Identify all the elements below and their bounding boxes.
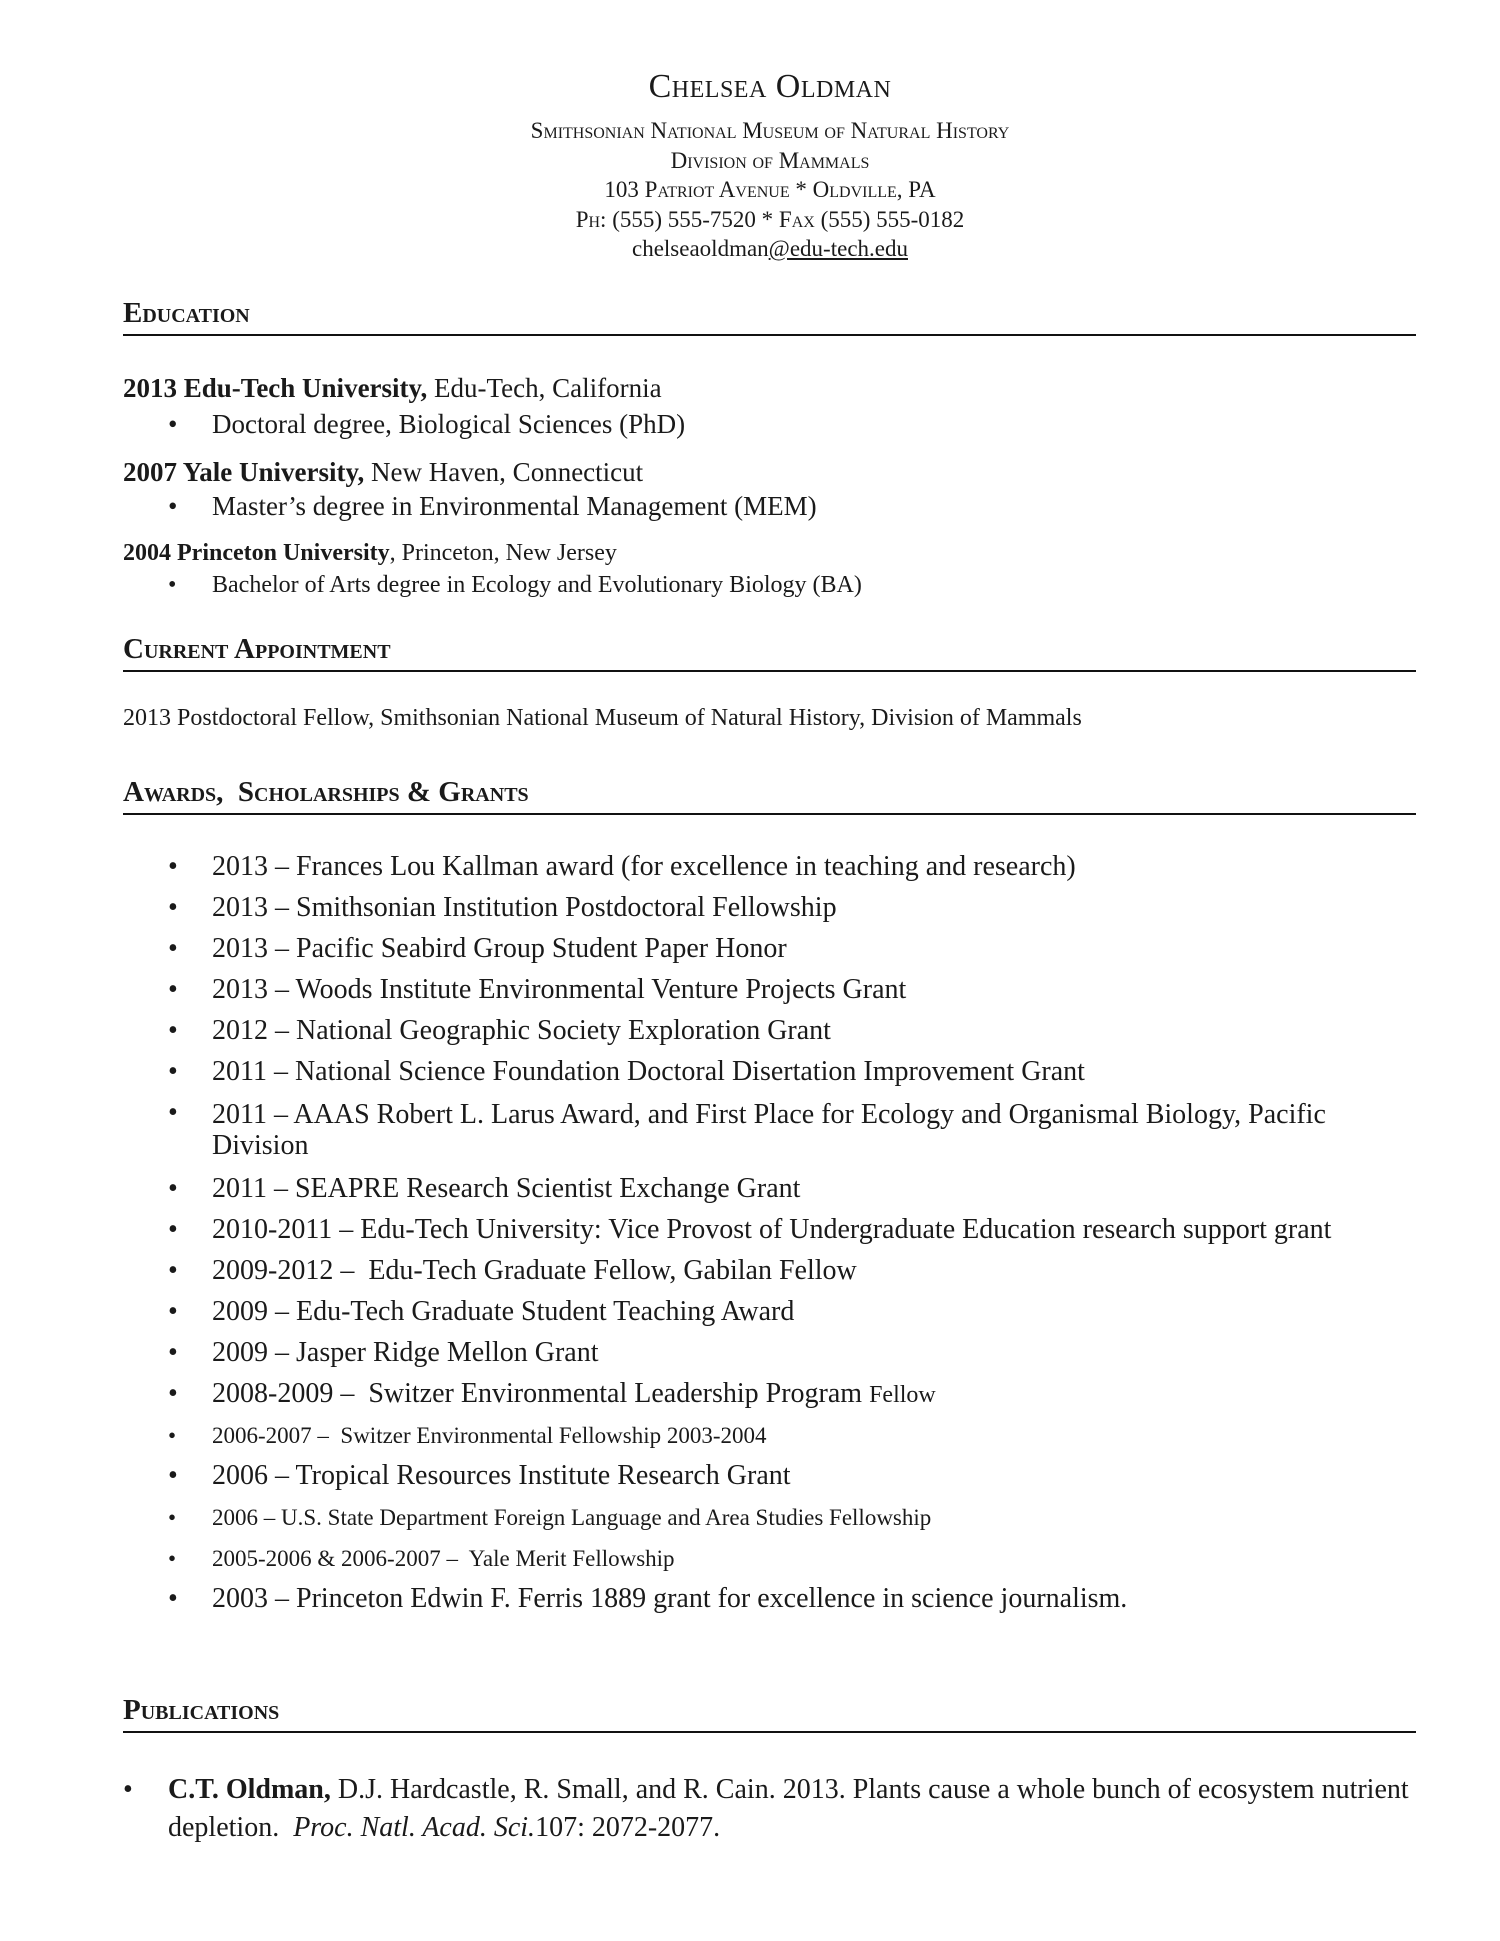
edu-3-school: 2004 Princeton University (123, 540, 390, 566)
bullet-icon: • (168, 1255, 178, 1286)
phone-fax-line (0, 208, 1500, 231)
bullet-icon: • (168, 1296, 178, 1327)
edu-1-location: Edu-Tech, California (427, 373, 662, 403)
education-entry-1 (123, 375, 662, 402)
publication-body: D.J. Hardcastle, R. Small, and R. Cain. 2013. Plants cause a whole bunch of ecosystem nutrient depletion. (168, 1774, 1416, 1843)
bullet-icon: • (168, 1460, 178, 1491)
fax-number: (555) 555-0182 (820, 207, 965, 232)
edu-1-degree: Doctoral degree, Biological Sciences (PhD) (212, 409, 686, 439)
bullet-icon: • (168, 1056, 178, 1087)
education-entry-3 (123, 541, 617, 565)
publication-item (123, 1771, 1423, 1847)
publication-journal: Proc. Natl. Acad. Sci. (293, 1812, 536, 1843)
bullet-icon: • (168, 933, 178, 964)
fax-label: Fax (778, 207, 815, 232)
bullet-icon: • (168, 1505, 177, 1530)
award-text: 2005-2006 & 2006-2007 – Yale Merit Fellowship (212, 1546, 675, 1571)
award-text: 2009 – Jasper Ridge Mellon Grant (212, 1337, 599, 1368)
award-text: 2012 – National Geographic Society Exploration Grant (212, 1015, 831, 1046)
edu-2-school: 2007 Yale University, (123, 457, 365, 487)
edu-3-location: , Princeton, New Jersey (389, 540, 617, 566)
award-text: 2006-2007 – Switzer Environmental Fellowship 2003-2004 (212, 1423, 767, 1448)
phone-number: (555) 555-7520 * (612, 207, 774, 232)
bullet-icon: • (168, 851, 178, 882)
edu-1-school: 2013 Edu-Tech University, (123, 373, 428, 403)
email-line[interactable] (0, 237, 1500, 260)
education-title: Education (123, 297, 250, 329)
award-text: 2011 – AAAS Robert L. Larus Award, and First Place for Ecology and Organismal Biology, Pacific Division (212, 1099, 1326, 1161)
bullet-icon: • (168, 409, 178, 439)
award-text: 2013 – Frances Lou Kallman award (for excellence in teaching and research) (212, 851, 1076, 882)
bullet-icon: • (168, 892, 178, 923)
bullet-icon: • (168, 1337, 178, 1368)
email-user[interactable]: chelseaoldman (632, 236, 769, 261)
award-text: 2013 – Smithsonian Institution Postdoctoral Fellowship (212, 892, 837, 923)
publication-pages: 107: 2072-2077. (535, 1812, 721, 1843)
bullet-icon: • (168, 1378, 178, 1409)
bullet-icon: • (168, 1214, 178, 1245)
phone-label: Ph: (575, 207, 607, 232)
institution-line: Smithsonian National Museum of Natural History (530, 118, 1010, 143)
award-text: 2013 – Pacific Seabird Group Student Paper Honor (212, 933, 787, 964)
bullet-icon: • (168, 1423, 177, 1448)
publication-author: C.T. Oldman, (168, 1774, 331, 1805)
appointment-text: 2013 Postdoctoral Fellow, Smithsonian National Museum of Natural History, Division of Mammals (123, 705, 1082, 731)
award-text: 2013 – Woods Institute Environmental Venture Projects Grant (212, 974, 907, 1005)
publication-text (168, 1771, 1423, 1847)
bullet-icon: • (168, 1583, 178, 1614)
email-domain-link[interactable]: @edu-tech.edu (768, 236, 908, 261)
education-entry-2 (123, 459, 643, 486)
edu-3-degree: Bachelor of Arts degree in Ecology and Evolutionary Biology (BA) (212, 572, 862, 598)
bullet-icon: • (168, 1173, 178, 1204)
award-text: 2011 – National Science Foundation Doctoral Disertation Improvement Grant (212, 1056, 1085, 1087)
award-text: 2003 – Princeton Edwin F. Ferris 1889 grant for excellence in science journalism. (212, 1583, 1128, 1614)
award-text (212, 1380, 936, 1408)
division-line: Division of Mammals (670, 148, 870, 173)
publications-section-header (123, 1696, 1416, 1733)
publications-title: Publications (123, 1694, 280, 1726)
bullet-icon: • (168, 1097, 178, 1128)
award-text-suffix: Fellow (869, 1382, 936, 1408)
awards-title: Awards, Scholarships & Grants (123, 776, 529, 808)
edu-2-location: New Haven, Connecticut (364, 457, 644, 487)
bullet-icon: • (123, 1774, 133, 1805)
awards-section-header (123, 778, 1416, 815)
appointment-section-header (123, 635, 1416, 672)
candidate-name: Chelsea Oldman (648, 68, 892, 105)
award-text-main: 2008-2009 – Switzer Environmental Leadership Program (212, 1378, 863, 1409)
bullet-icon: • (168, 974, 178, 1005)
bullet-icon: • (168, 1546, 177, 1571)
award-text: 2009-2012 – Edu-Tech Graduate Fellow, Gabilan Fellow (212, 1255, 857, 1286)
bullet-icon: • (168, 572, 177, 598)
award-text: 2006 – Tropical Resources Institute Research Grant (212, 1460, 791, 1491)
bullet-icon: • (168, 1015, 178, 1046)
appointment-title: Current Appointment (123, 633, 391, 665)
edu-2-degree: Master’s degree in Environmental Management (MEM) (212, 491, 817, 521)
bullet-icon: • (168, 491, 178, 521)
address-line: 103 Patriot Avenue * Oldville, PA (604, 177, 936, 202)
award-text: 2011 – SEAPRE Research Scientist Exchange Grant (212, 1173, 801, 1204)
education-section-header (123, 299, 1416, 336)
award-text: 2009 – Edu-Tech Graduate Student Teaching Award (212, 1296, 795, 1327)
award-text: 2006 – U.S. State Department Foreign Language and Area Studies Fellowship (212, 1505, 932, 1530)
award-text: 2010-2011 – Edu-Tech University: Vice Provost of Undergraduate Education research support grant (212, 1214, 1332, 1245)
